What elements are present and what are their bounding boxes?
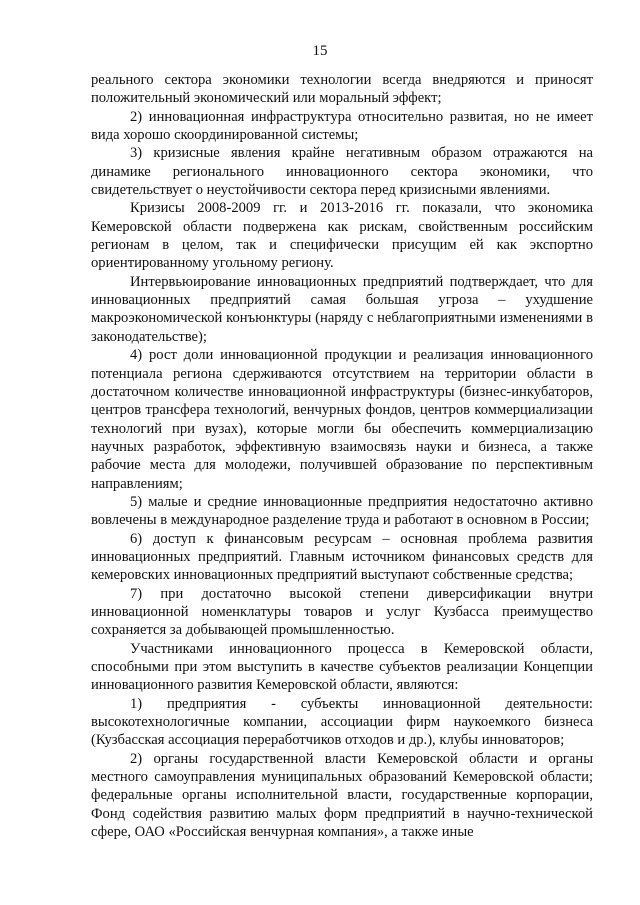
paragraph-list-item-3: 3) кризисные явления крайне негативным образом отражаются на динамике регионального инновационного сектора экономики, что свидетельствует о неустойчивости сектора перед кризисными явлениями. [91,145,593,199]
paragraph-participant-2: 2) органы государственной власти Кемеровской области и органы местного самоуправления муниципальных образований Кемеровской области; федеральные органы исполнительной власти, государственные корпорации, Фонд содействия развитию малых форм предприятий в научно-технической сфере, ОАО «Российская венчурная компания», а также иные [91,750,593,841]
paragraph-participant-1: 1) предприятия - субъекты инновационной деятельности: высокотехнологичные компании, ассоциации фирм наукоемкого бизнеса (Кузбасская ассоциация переработчиков отходов и др.), клубы инноваторов; [91,695,593,749]
paragraph-continuation: реального сектора экономики технологии всегда внедряются и приносят положительный экономический или моральный эффект; [91,72,593,107]
paragraph-list-item-6: 6) доступ к финансовым ресурсам – основная проблема развития инновационных предприятий. Главным источником финансовых средств для кемеровских инновационных предприятий выступают собственные средства; [91,530,593,584]
paragraph-list-item-2: 2) инновационная инфраструктура относительно развитая, но не имеет вида хорошо скоординированной системы; [91,108,593,144]
paragraph-list-item-5: 5) малые и средние инновационные предприятия недостаточно активно вовлечены в международное разделение труда и работают в основном в России; [91,493,593,529]
paragraph-interviewing: Интервьюирование инновационных предприятий подтверждает, что для инновационных предприятий самая большая угроза – ухудшение макроэкономической конъюнктуры (наряду с неблагоприятными изменениями в законодательстве); [91,273,593,345]
paragraph-list-item-4: 4) рост доли инновационной продукции и реализация инновационного потенциала региона сдерживаются отсутствием на территории области в достаточном количестве инновационной инфраструктуры (бизнес-инкубаторов, центров трансфера технологий, венчурных фондов, центров коммерциализации технологий при вузах), которые могли бы обеспечить коммерциализацию научных разработок, эффективную взаимосвязь науки и бизнеса, а также рабочие места для молодежи, получившей образование по перспективным направлениям; [91,347,593,492]
paragraph-list-item-7: 7) при достаточно высокой степени диверсификации внутри инновационной номенклатуры товаров и услуг Кузбасса преимущество сохраняется за добывающей промышленностью. [91,585,593,639]
page-number: 15 [312,43,328,59]
document-body [91,71,593,841]
paragraph-crises: Кризисы 2008-2009 гг. и 2013-2016 гг. показали, что экономика Кемеровской области подвержена как рискам, свойственным российским регионам в целом, так и специфически присущим ей как экспортно ориентированному угольному региону. [91,200,593,272]
paragraph-participants: Участниками инновационного процесса в Кемеровской области, способными при этом выступить в качестве субъектов реализации Концепции инновационного развития Кемеровской области, являются: [91,640,593,694]
